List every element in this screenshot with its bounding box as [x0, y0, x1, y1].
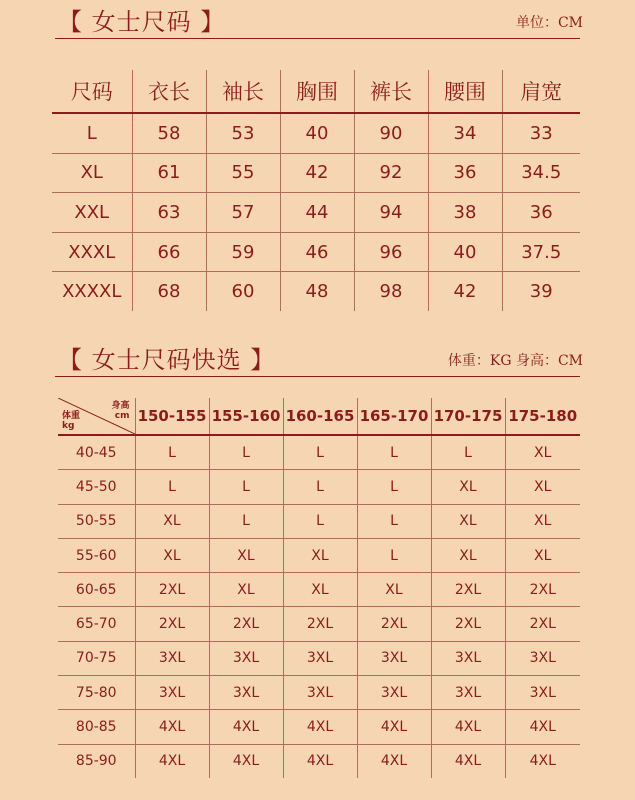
recommended-size-cell: 3XL — [135, 641, 209, 675]
size-chart-title: 【 女士尺码 】 — [58, 8, 226, 36]
quick-select-row — [58, 504, 580, 538]
quick-select-row — [58, 435, 580, 470]
recommended-size-cell: 4XL — [135, 710, 209, 744]
quick-select-header-row — [58, 398, 580, 435]
recommended-size-cell: 4XL — [283, 744, 357, 778]
weight-range-cell: 85-90 — [75, 753, 117, 770]
quick-select-table — [58, 398, 580, 778]
recommended-size-cell: L — [431, 435, 505, 470]
size-chart-cell: 42 — [428, 272, 502, 311]
recommended-size-cell: XL — [135, 538, 209, 572]
size-chart-cell: 44 — [280, 193, 354, 233]
recommended-size-cell: L — [357, 470, 431, 504]
weight-range-cell: 40-45 — [58, 435, 135, 470]
height-range-header-cell: 170-175 — [431, 398, 505, 435]
recommended-size-cell: L — [357, 538, 431, 572]
recommended-size-cell: 2XL — [431, 573, 505, 607]
size-chart-cell: 46 — [280, 232, 354, 272]
recommended-size-cell: L — [135, 435, 209, 470]
height-label: 身高 — [111, 401, 130, 411]
quick-select-row — [58, 744, 580, 778]
weight-unit: kg — [62, 421, 75, 431]
recommended-size-cell: 4XL — [431, 710, 505, 744]
size-chart-cell: 38 — [428, 193, 502, 233]
size-chart-cell: 94 — [354, 193, 428, 233]
size-chart-cell: 40 — [280, 113, 354, 153]
height-range-header-cell: 175-180 — [505, 398, 580, 435]
recommended-size-cell: 3XL — [357, 641, 431, 675]
recommended-size-cell: XL — [135, 504, 209, 538]
size-chart-header-cell: 尺码 — [52, 70, 132, 113]
size-chart-header-row — [52, 70, 580, 113]
corner-height-label — [111, 401, 129, 421]
recommended-size-cell: 2XL — [431, 607, 505, 641]
size-chart-header-cell: 裤长 — [354, 70, 428, 113]
size-chart-row — [52, 153, 580, 193]
recommended-size-cell: 4XL — [135, 744, 209, 778]
height-range-header-cell: 155-160 — [209, 398, 283, 435]
size-chart-header-cell: 胸围 — [280, 70, 354, 113]
size-chart-cell: L — [52, 113, 132, 153]
recommended-size-cell: 2XL — [505, 573, 580, 607]
recommended-size-cell: 4XL — [431, 744, 505, 778]
size-chart-cell: 33 — [502, 113, 580, 153]
recommended-size-cell: 3XL — [135, 676, 209, 710]
size-chart-row — [52, 193, 580, 233]
quick-select-title: 【 女士尺码快选 】 — [58, 346, 276, 374]
recommended-size-cell: 4XL — [357, 744, 431, 778]
size-chart-header-cell: 腰围 — [428, 70, 502, 113]
recommended-size-cell: 3XL — [283, 676, 357, 710]
recommended-size-cell: 4XL — [505, 744, 580, 778]
recommended-size-cell: 2XL — [135, 607, 209, 641]
size-chart-cell: XL — [52, 153, 132, 193]
size-chart-row — [52, 232, 580, 272]
weight-range-cell: 65-70 — [58, 607, 135, 641]
recommended-size-cell: 2XL — [209, 607, 283, 641]
quick-select-unit: 体重：KG 身高：CM — [447, 353, 583, 369]
size-chart-cell: 48 — [280, 272, 354, 311]
size-chart-row — [52, 272, 580, 311]
height-range-header-cell: 165-170 — [357, 398, 431, 435]
size-chart-cell: 66 — [132, 232, 206, 272]
size-chart-cell: 37.5 — [502, 232, 580, 272]
size-chart-cell: 34.5 — [502, 153, 580, 193]
weight-range-cell: 80-85 — [58, 710, 135, 744]
recommended-size-cell: 4XL — [209, 744, 283, 778]
size-chart-cell: 57 — [206, 193, 280, 233]
recommended-size-cell: 3XL — [209, 641, 283, 675]
size-chart-cell: 34 — [428, 113, 502, 153]
height-range-header-cell: 160-165 — [283, 398, 357, 435]
size-chart-cell: 92 — [354, 153, 428, 193]
recommended-size-cell: 3XL — [357, 676, 431, 710]
recommended-size-cell: L — [357, 435, 431, 470]
weight-range-cell: 55-60 — [58, 538, 135, 572]
recommended-size-cell: XL — [431, 504, 505, 538]
recommended-size-cell: XL — [431, 538, 505, 572]
recommended-size-cell: 3XL — [283, 641, 357, 675]
size-chart-header-cell: 肩宽 — [502, 70, 580, 113]
quick-select-row — [58, 641, 580, 675]
size-chart-cell: 60 — [206, 272, 280, 311]
recommended-size-cell: 2XL — [357, 607, 431, 641]
recommended-size-cell: 2XL — [283, 607, 357, 641]
size-chart-cell: 55 — [206, 153, 280, 193]
recommended-size-cell: 2XL — [505, 607, 580, 641]
quick-select-row — [58, 676, 580, 710]
recommended-size-cell: L — [209, 470, 283, 504]
recommended-size-cell: L — [135, 470, 209, 504]
size-chart-header-cell: 衣长 — [132, 70, 206, 113]
size-chart-cell: 40 — [428, 232, 502, 272]
size-chart-cell: 42 — [280, 153, 354, 193]
recommended-size-cell: L — [283, 435, 357, 470]
recommended-size-cell: 3XL — [209, 676, 283, 710]
size-chart-unit: 单位：CM — [515, 15, 583, 31]
recommended-size-cell: XL — [283, 573, 357, 607]
recommended-size-cell: XL — [283, 538, 357, 572]
recommended-size-cell: L — [357, 504, 431, 538]
recommended-size-cell: XL — [209, 573, 283, 607]
size-chart-cell: 98 — [354, 272, 428, 311]
corner-header-cell — [58, 398, 135, 435]
recommended-size-cell: XL — [505, 435, 580, 470]
quick-select-row — [58, 470, 580, 504]
recommended-size-cell: 4XL — [283, 710, 357, 744]
corner-weight-label — [62, 411, 80, 431]
size-chart-cell: XXXXL — [62, 281, 122, 303]
recommended-size-cell: 4XL — [505, 710, 580, 744]
weight-range-cell: 50-55 — [58, 504, 135, 538]
recommended-size-cell: XL — [431, 470, 505, 504]
size-chart-header-cell: 袖长 — [206, 70, 280, 113]
size-chart-cell: 90 — [354, 113, 428, 153]
recommended-size-cell: L — [283, 470, 357, 504]
size-chart-cell: 96 — [354, 232, 428, 272]
size-chart-cell: 63 — [132, 193, 206, 233]
recommended-size-cell: XL — [505, 470, 580, 504]
weight-range-cell: 70-75 — [58, 641, 135, 675]
recommended-size-cell: XL — [505, 504, 580, 538]
recommended-size-cell: L — [209, 504, 283, 538]
size-chart-cell: 68 — [132, 272, 206, 311]
size-chart-cell: 39 — [502, 272, 580, 311]
size-chart-cell: XXL — [52, 193, 132, 233]
recommended-size-cell: XL — [209, 538, 283, 572]
size-chart-cell: 36 — [428, 153, 502, 193]
recommended-size-cell: L — [283, 504, 357, 538]
weight-label: 体重 — [62, 411, 81, 421]
quick-select-row — [58, 573, 580, 607]
recommended-size-cell: L — [209, 435, 283, 470]
recommended-size-cell: 3XL — [431, 641, 505, 675]
size-chart-cell: 36 — [502, 193, 580, 233]
recommended-size-cell: 3XL — [505, 641, 580, 675]
height-range-header-cell: 150-155 — [135, 398, 209, 435]
weight-range-cell: 60-65 — [58, 573, 135, 607]
size-chart-table — [52, 70, 580, 311]
quick-select-divider — [55, 376, 580, 377]
recommended-size-cell: XL — [357, 573, 431, 607]
size-chart-row — [52, 113, 580, 153]
recommended-size-cell: 4XL — [357, 710, 431, 744]
recommended-size-cell: 2XL — [135, 573, 209, 607]
size-chart-cell: 61 — [132, 153, 206, 193]
recommended-size-cell: 4XL — [209, 710, 283, 744]
weight-range-cell: 75-80 — [58, 676, 135, 710]
quick-select-row — [58, 538, 580, 572]
quick-select-row — [58, 607, 580, 641]
height-unit: cm — [114, 411, 130, 421]
size-chart-cell: 58 — [132, 113, 206, 153]
recommended-size-cell: 3XL — [505, 676, 580, 710]
size-chart-cell: XXXL — [52, 232, 132, 272]
size-chart-cell: 59 — [206, 232, 280, 272]
weight-range-cell: 45-50 — [58, 470, 135, 504]
recommended-size-cell: 3XL — [431, 676, 505, 710]
size-chart-cell: 53 — [206, 113, 280, 153]
recommended-size-cell: XL — [505, 538, 580, 572]
quick-select-row — [58, 710, 580, 744]
size-chart-divider — [55, 38, 580, 39]
